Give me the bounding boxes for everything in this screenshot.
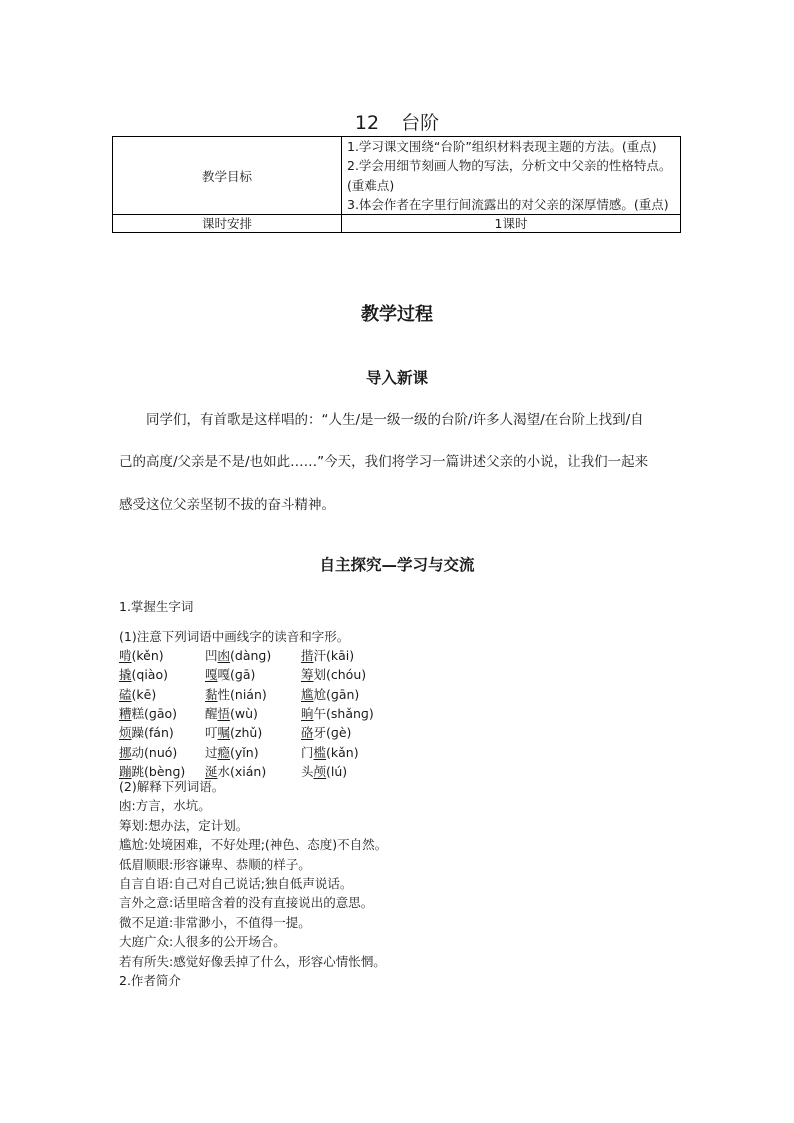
vocab-underlined-char: 槛 — [313, 744, 327, 760]
goal-item-1: 1.学习课文围绕“台阶”组织材料表现主题的方法。(重点) — [347, 139, 657, 154]
definition-item: 尴尬:处境困难，不好处理;(神色、态度)不自然。 — [119, 837, 388, 853]
time-value: 1课时 — [342, 215, 681, 233]
vocab-word — [205, 723, 262, 741]
lesson-title — [0, 108, 794, 135]
vocab-word — [119, 723, 174, 741]
vocab-rest-pinyin: (dànɡ) — [230, 648, 272, 663]
definition-item: 言外之意:话里暗含着的没有直接说出的意思。 — [119, 895, 374, 911]
explore-heading: 自主探究—学习与交流 — [319, 556, 475, 574]
vocab-underlined-char: 蹦 — [119, 763, 132, 779]
vocab-word — [301, 665, 366, 683]
definition-item: 自言自语:自己对自己说话;独自低声说话。 — [119, 876, 353, 892]
goal-item-2: 2.学会用细节刻画人物的写法，分析文中父亲的性格特点。(重难点) — [347, 158, 672, 193]
vocab-word — [205, 646, 271, 664]
time-row — [113, 215, 681, 233]
section-2-heading: 2.作者简介 — [119, 973, 181, 989]
vocab-word — [205, 665, 255, 683]
vocab-rest-pinyin: (kěn) — [131, 648, 164, 663]
vocab-underlined-char: 颅 — [313, 763, 327, 779]
vocab-rest-pinyin: 动(nuó) — [131, 744, 178, 760]
vocab-underlined-char: 嘱 — [217, 725, 231, 741]
vocab-underlined-char: 烦 — [119, 725, 132, 741]
vocab-underlined-char: 悟 — [217, 705, 231, 721]
vocab-underlined-char: 揩 — [301, 648, 314, 663]
section-1-heading: 1.掌握生字词 — [119, 599, 194, 614]
vocab-underlined-char: 磕 — [119, 686, 132, 702]
vocab-rest-pinyin: 嘎(ɡā) — [217, 667, 256, 683]
vocab-underlined-char: 挪 — [119, 744, 132, 760]
goals-table — [112, 136, 681, 233]
intro-line-1: 同学们，有首歌是这样唱的：“人生/是一级一级的台阶/许多人渴望/在台阶上找到/自 — [146, 412, 644, 428]
vocab-underlined-char: 撬 — [119, 667, 132, 683]
vocab-word — [301, 646, 354, 664]
time-label: 课时安排 — [113, 215, 342, 233]
vocab-word — [119, 685, 156, 703]
goal-item-3: 3.体会作者在字里行间流露出的对父亲的深厚情感。(重点) — [347, 196, 669, 212]
definition-item: 低眉顺眼:形容谦卑、恭顺的样子。 — [119, 856, 311, 872]
vocab-prefix: 门 — [301, 744, 314, 760]
words-instruction: (1)注意下列词语中画线字的读音和字形。 — [119, 629, 350, 644]
vocab-underlined-char: 涎 — [205, 763, 218, 779]
lesson-title-text: 台阶 — [401, 112, 440, 134]
goals-cell — [342, 137, 681, 215]
vocab-rest-pinyin: (kē) — [131, 686, 157, 702]
intro-line-3: 感受这位父亲坚韧不拔的奋斗精神。 — [119, 497, 335, 513]
vocab-underlined-char: 瘾 — [217, 744, 231, 760]
vocab-rest-pinyin: 汗(kāi) — [313, 648, 355, 663]
vocab-underlined-char: 尴 — [301, 686, 314, 702]
vocab-rest-pinyin: 划(chóu) — [313, 667, 367, 683]
vocab-rest-pinyin: 尬(ɡān) — [313, 686, 360, 702]
vocab-prefix: 凹 — [205, 648, 218, 663]
vocab-word — [301, 743, 359, 761]
vocab-rest-pinyin: 水(xián) — [217, 763, 267, 779]
vocab-rest-pinyin: (qiào) — [131, 667, 168, 683]
definition-item: 凼:方言，水坑。 — [119, 798, 211, 814]
vocab-underlined-char: 黏 — [205, 686, 218, 702]
vocab-prefix: 头 — [301, 763, 314, 779]
vocab-word — [301, 704, 374, 722]
vocab-prefix: 叮 — [205, 725, 218, 741]
process-heading: 教学过程 — [361, 304, 433, 325]
definition-item: 微不足道:非常渺小，不值得一提。 — [119, 914, 311, 930]
goals-row — [113, 137, 681, 215]
vocab-word — [119, 704, 177, 722]
intro-heading: 导入新课 — [365, 369, 428, 387]
vocab-rest-pinyin: (yǐn) — [230, 744, 259, 760]
vocab-prefix: 醒 — [205, 705, 218, 721]
definition-item: 大庭广众:人很多的公开场合。 — [119, 934, 286, 950]
vocab-underlined-char: 啃 — [119, 648, 132, 663]
definition-item: 筹划:想办法，定计划。 — [119, 817, 249, 833]
vocab-rest-pinyin: (lú) — [326, 763, 348, 779]
vocab-rest-pinyin: 性(nián) — [217, 686, 267, 702]
vocab-rest-pinyin: 牙(ɡè) — [313, 725, 352, 741]
definitions-instruction: (2)解释下列词语。 — [119, 779, 225, 794]
vocab-word — [119, 743, 177, 761]
vocab-underlined-char: 筹 — [301, 667, 314, 683]
vocab-underlined-char: 糟 — [119, 705, 132, 721]
vocab-word — [301, 685, 359, 703]
lesson-number: 12 — [354, 112, 380, 134]
vocab-underlined-char: 硌 — [301, 725, 314, 741]
definitions — [119, 777, 387, 990]
vocab-word — [205, 704, 258, 722]
vocab-rest-pinyin: (wù) — [230, 705, 258, 721]
definition-item: 若有所失:感觉好像丢掉了什么，形容心情怅惘。 — [119, 953, 386, 969]
intro-line-2: 己的高度/父亲是不是/也如此……”今天，我们将学习一篇讲述父亲的小说，让我们一起来 — [119, 454, 649, 470]
vocab-underlined-char: 晌 — [301, 705, 314, 721]
vocab-underlined-char: 凼 — [217, 648, 231, 663]
vocab-word — [301, 723, 351, 741]
vocab-word — [205, 685, 267, 703]
vocab-rest-pinyin: 跳(bènɡ) — [131, 763, 186, 779]
vocab-word — [119, 646, 164, 664]
vocab-rest-pinyin: 午(shǎnɡ) — [313, 705, 374, 721]
goals-label: 教学目标 — [113, 137, 342, 215]
vocab-rest-pinyin: 糕(ɡāo) — [131, 705, 178, 721]
vocab-word — [205, 743, 259, 761]
vocab-prefix: 过 — [205, 744, 218, 760]
vocab-rest-pinyin: 躁(fán) — [131, 725, 174, 741]
vocab-rest-pinyin: (zhǔ) — [230, 725, 263, 741]
vocab-underlined-char: 嘎 — [205, 667, 218, 683]
vocab-word — [119, 665, 168, 683]
vocab-rest-pinyin: (kǎn) — [326, 744, 359, 760]
